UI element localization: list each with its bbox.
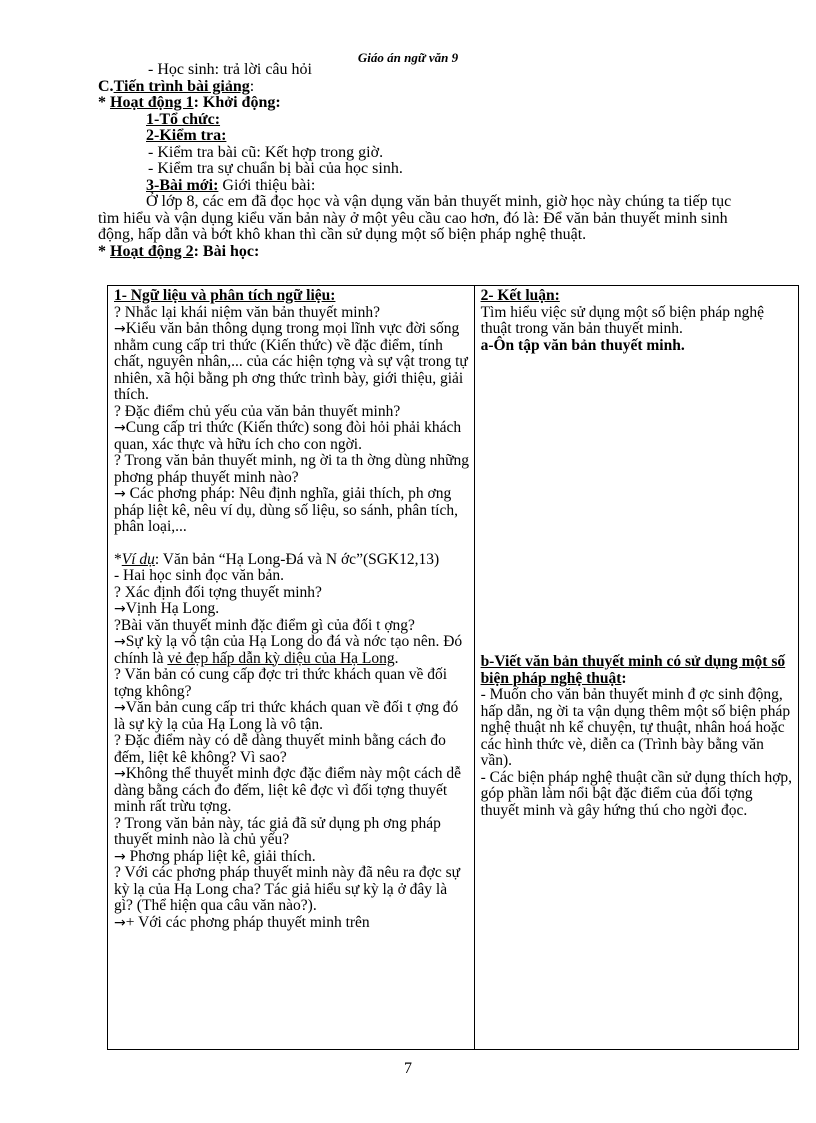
analysis-column [108,286,475,1050]
answer: →Cung cấp tri thức (Kiến thức) song đòi hỏi phải khách quan, xác thực và hữu ích cho con ngời. [114,419,462,453]
arrow-right-icon: → [114,486,126,502]
arrow-right-icon: → [114,601,126,617]
conclusion-text: - Các biện pháp nghệ thuật cần sử dụng thích hợp, góp phần làm nổi bật đặc điểm của đối tợng thuyết minh và gây hứng thú cho ngời đọc. [480,768,793,819]
question: ? Nhắc lại khái niệm văn bản thuyết minh? [114,303,380,321]
question: ? Văn bản có cung cấp đợc tri thức khách quan về đối tợng không? [114,666,448,700]
answer: →Không thể thuyết minh đợc đặc điểm này một cách dễ dàng bằng cách đo đếm, liệt kê đợc vì đối tợng thuyết minh rất trừu tợng. [114,765,462,815]
arrow-right-icon: → [114,914,126,931]
arrow-right-icon: → [114,321,126,337]
conclusion-text: Tìm hiểu việc sử dụng một số biện pháp nghệ thuật trong văn bản thuyết minh. [480,303,765,337]
activity-1-heading: * Hoạt động 1: Khởi động: [98,94,281,111]
answer: →Kiểu văn bản thông dụng trong mọi lĩnh vực đời sống nhằm cung cấp tri thức (Kiến thức) về đặc điểm, tính chất, nguyên nhân,... của các hiện tợng và sự vật trong tự nhiên, xã hội bằng ph ơng thức trình bày, giới thiệu, giải thích. [114,320,468,403]
intro-section [98,62,738,260]
check-heading: 2-Kiểm tra: [146,127,227,144]
question: ? Trong văn bản này, tác giả đã sử dụng ph ơng pháp thuyết minh nào là chủ yếu? [114,814,441,848]
question: ? Đặc điểm này có dễ dàng thuyết minh bằng cách đo đếm, liệt kê không? Vì sao? [114,732,446,766]
example-line: *Ví dụ: Văn bản “Hạ Long-Đá và N ớc”(SGK12,13) [114,550,440,568]
arrow-right-icon: → [114,848,126,865]
question: - Hai học sinh đọc văn bản. [114,567,285,584]
answer: →+ Với các phơng pháp thuyết minh trên [114,913,370,931]
check-line-1: - Kiểm tra bài cũ: Kết hợp trong giờ. [148,143,384,161]
arrow-right-icon: → [114,634,126,650]
conclusion-text: - Muốn cho văn bản thuyết minh đ ợc sinh động, hấp dẫn, ng ời ta vận dụng thêm một số biện pháp nghệ thuật nh kể chuyện, tự thuật, nhân hoá hoặc các hình thức vè, diễn ca (Trình bày bằng văn vần). [480,686,791,769]
intro-paragraph: Ở lớp 8, các em đã đọc học và vận dụng văn bản thuyết minh, giờ học này chúng ta tiếp tục tìm hiểu và vận dụng kiểu văn bản này ở một yêu cầu cao hơn, đó là: Để văn bản thuyết minh sinh động, hấp dẫn và bớt khô khan thì cần sử dụng một số biện pháp nghệ thuật. [98,193,732,243]
answer: →Văn bản cung cấp tri thức khách quan về đối t ợng đó là sự kỳ lạ của Hạ Long là vô tận. [114,699,459,733]
organize-heading: 1-Tổ chức: [146,110,221,128]
page-header: Giáo án ngữ văn 9 [357,50,459,65]
check-line-2: - Kiểm tra sự chuẩn bị bài của học sinh. [148,160,403,177]
arrow-right-icon: → [114,420,126,436]
answer: →Vịnh Hạ Long. [114,600,220,617]
activity-2-heading: * Hoạt động 2: Bài học: [98,242,260,260]
answer: → Phơng pháp liệt kê, giải thích. [114,847,316,865]
intro-line: - Học sinh: trả lời câu hỏi [148,61,312,78]
conclusion-column [474,286,798,1050]
arrow-right-icon: → [114,766,126,782]
question: ? Xác định đối tợng thuyết minh? [114,583,322,601]
section-b-heading: b-Viết văn bản thuyết minh có sử dụng một số biện pháp nghệ thuật: [480,653,786,687]
arrow-right-icon: → [114,700,126,716]
new-lesson-line: 3-Bài mới: Giới thiệu bài: [146,176,316,194]
lesson-table [107,285,799,1050]
page-number: 7 [404,1060,412,1077]
analysis-title: 1- Ngữ liệu và phân tích ngữ liệu: [114,287,336,304]
question: ? Với các phơng pháp thuyết minh này đã nêu ra đợc sự kỳ lạ của Hạ Long cha? Tác giả hiểu sự kỳ lạ ở đây là gì? (Thể hiện qua câu văn nào?). [114,864,461,914]
section-c-heading: C.Tiến trình bài giảng: [98,77,255,95]
answer: →Sự kỳ lạ vô tận của Hạ Long do đá và nớc tạo nên. Đó chính là vẻ đẹp hấp dẫn kỳ diệu của Hạ Long. [114,633,463,667]
question: ? Đặc điểm chủ yếu của văn bản thuyết minh? [114,402,401,420]
conclusion-title: 2- Kết luận: [480,287,560,304]
question: ? Trong văn bản thuyết minh, ng ời ta th ờng dùng những phơng pháp thuyết minh nào? [114,452,470,486]
question: ?Bài văn thuyết minh đặc điểm gì của đối t ợng? [114,616,415,634]
section-a-heading: a-Ôn tập văn bản thuyết minh. [480,336,685,354]
answer: → Các phơng pháp: Nêu định nghĩa, giải thích, ph ơng pháp liệt kê, nêu ví dụ, dùng số liệu, so sánh, phân tích, phân loại,... [114,485,458,535]
